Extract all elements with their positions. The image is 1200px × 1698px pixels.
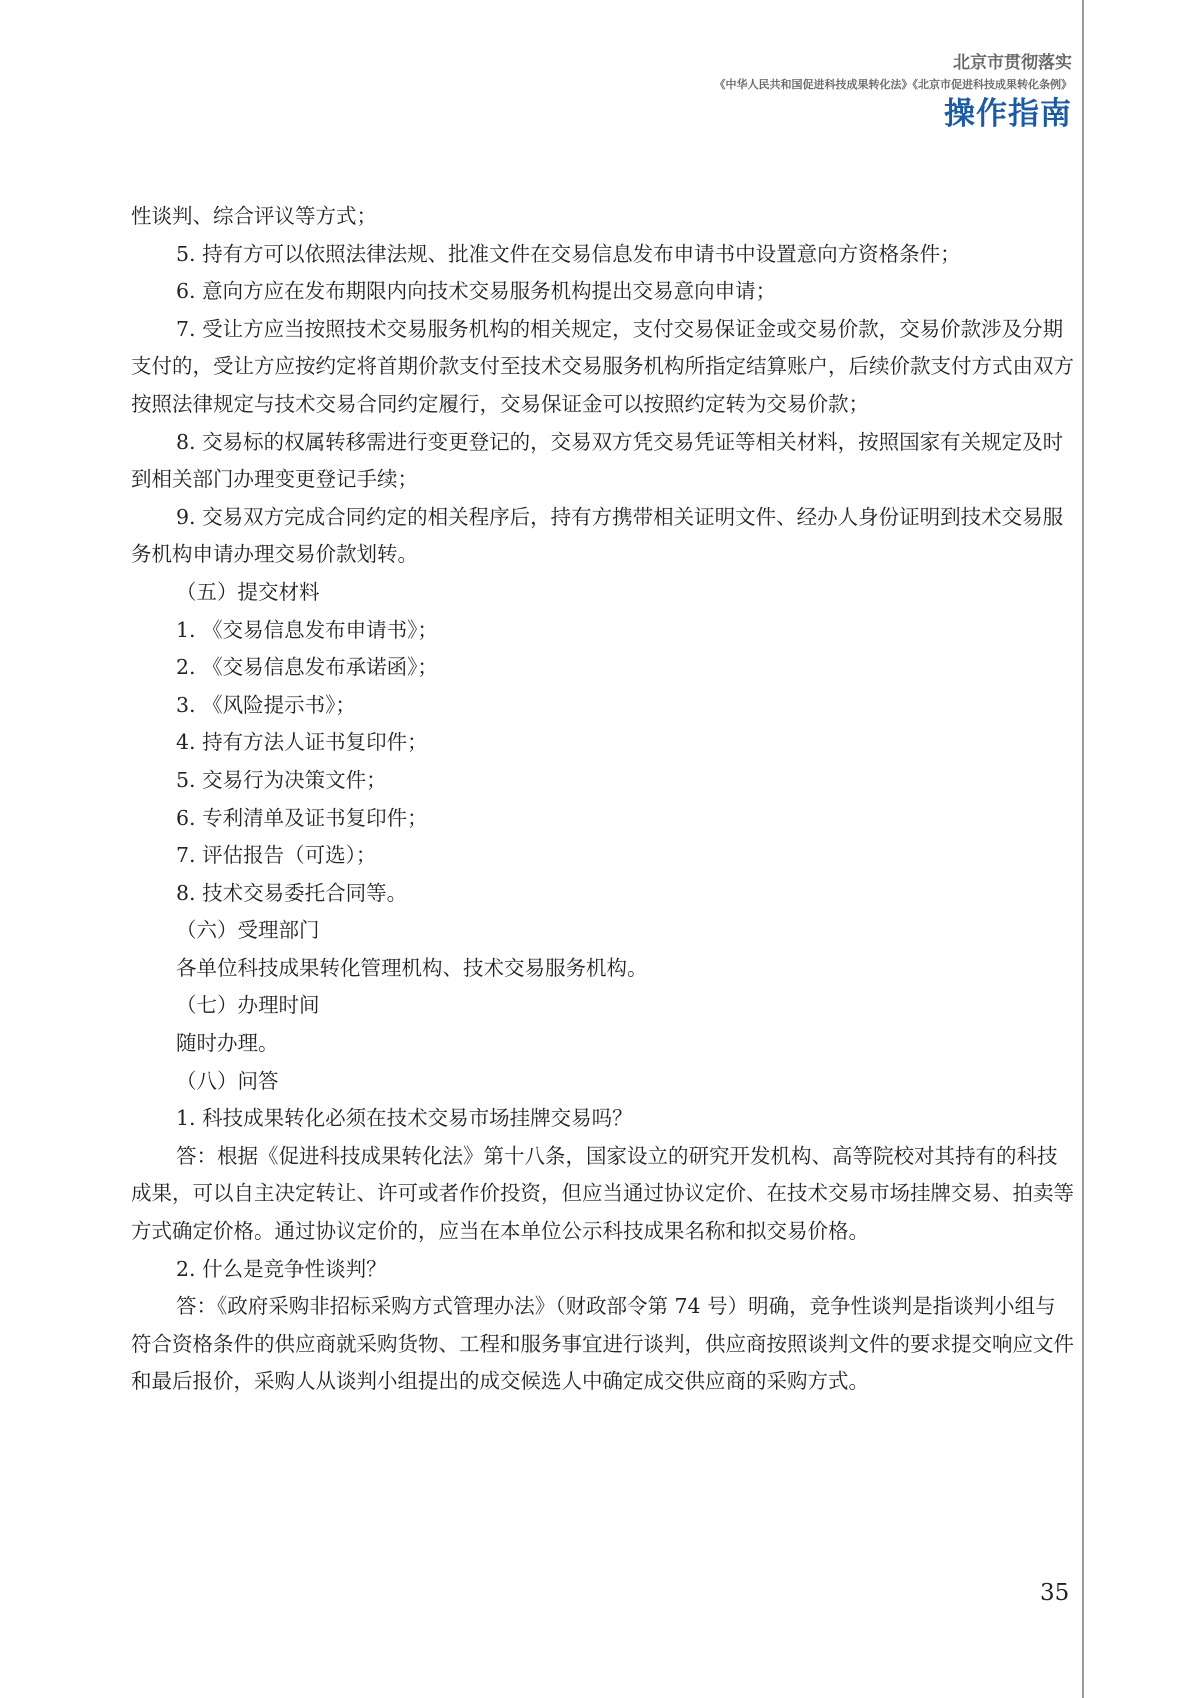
header-title: 操作指南 bbox=[944, 96, 1072, 132]
list-item: 2. 《交易信息发布承诺函》； bbox=[176, 655, 438, 680]
question: 2. 什么是竞争性谈判？ bbox=[176, 1256, 387, 1281]
page-edge-rule bbox=[1082, 0, 1084, 1698]
section-heading: （六）受理部门 bbox=[176, 918, 320, 943]
list-item: 8. 技术交易委托合同等。 bbox=[176, 880, 408, 905]
section-heading: （七）办理时间 bbox=[176, 993, 320, 1018]
list-item: 1. 《交易信息发布申请书》； bbox=[176, 617, 438, 642]
list-item: 5. 交易行为决策文件； bbox=[176, 767, 387, 792]
list-item: 3. 《风险提示书》； bbox=[176, 692, 356, 717]
list-item: 4. 持有方法人证书复印件； bbox=[176, 730, 428, 755]
list-item: 9. 交易双方完成合同约定的相关程序后，持有方携带相关证明文件、经办人身份证明到技术交易服务机构申请办理交易价款划转。 bbox=[131, 504, 1064, 567]
list-item: 6. 意向方应在发布期限内向技术交易服务机构提出交易意向申请； bbox=[176, 279, 777, 304]
body-text bbox=[131, 198, 1075, 1401]
list-item: 7. 评估报告（可选）； bbox=[176, 843, 377, 868]
paragraph: 随时办理。 bbox=[176, 1031, 279, 1056]
header-line-1: 北京市贯彻落实 bbox=[953, 53, 1072, 73]
header-line-2: 《中华人民共和国促进科技成果转化法》《北京市促进科技成果转化条例》 bbox=[714, 78, 1072, 91]
answer: 答：《政府采购非招标采购方式管理办法》（财政部令第 74 号）明确，竞争性谈判是指谈判小组与符合资格条件的供应商就采购货物、工程和服务事宜进行谈判，供应商按照谈判文件的要求提交响应文件和最后报价，采购人从谈判小组提出的成交候选人中确定成交供应商的采购方式。 bbox=[131, 1294, 1074, 1394]
page-number: 35 bbox=[1040, 1580, 1070, 1606]
list-item: 8. 交易标的权属转移需进行变更登记的，交易双方凭交易凭证等相关材料，按照国家有关规定及时到相关部门办理变更登记手续； bbox=[131, 429, 1064, 492]
section-heading: （五）提交材料 bbox=[176, 579, 320, 604]
question: 1. 科技成果转化必须在技术交易市场挂牌交易吗？ bbox=[176, 1106, 633, 1131]
paragraph: 性谈判、综合评议等方式； bbox=[131, 204, 377, 228]
list-item: 7. 受让方应当按照技术交易服务机构的相关规定，支付交易保证金或交易价款，交易价款涉及分期支付的，受让方应按约定将首期价款支付至技术交易服务机构所指定结算账户，后续价款支付方式由双方按照法律规定与技术交易合同约定履行，交易保证金可以按照约定转为交易价款； bbox=[131, 316, 1074, 416]
list-item: 5. 持有方可以依照法律法规、批准文件在交易信息发布申请书中设置意向方资格条件； bbox=[176, 241, 961, 266]
list-item: 6. 专利清单及证书复印件； bbox=[176, 805, 428, 830]
section-heading: （八）问答 bbox=[176, 1068, 279, 1093]
answer: 答：根据《促进科技成果转化法》第十八条，国家设立的研究开发机构、高等院校对其持有的科技成果，可以自主决定转让、许可或者作价投资，但应当通过协议定价、在技术交易市场挂牌交易、拍卖等方式确定价格。通过协议定价的，应当在本单位公示科技成果名称和拟交易价格。 bbox=[131, 1143, 1074, 1244]
running-header bbox=[715, 52, 1073, 134]
paragraph: 各单位科技成果转化管理机构、技术交易服务机构。 bbox=[176, 955, 648, 980]
